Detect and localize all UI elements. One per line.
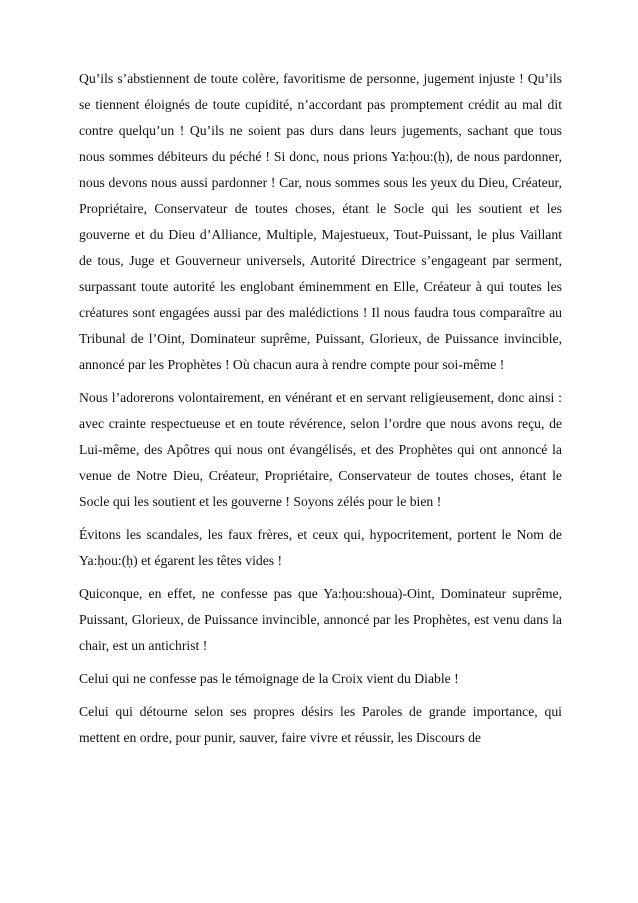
paragraph-4: Quiconque, en effet, ne confesse pas que Ya:ḥou:shoua)-Oint, Dominateur suprême, Puissant, Glorieux, de Puissance invincible, annoncé par les Prophètes, est venu dans la chair, est un antichrist !: [79, 586, 562, 653]
paragraph-1: Qu’ils s’abstiennent de toute colère, favoritisme de personne, jugement injuste ! Qu’ils se tiennent éloignés de toute cupidité, n’accordant pas promptement crédit au mal dit contre quelqu’un ! Qu’ils ne soient pas durs dans leurs jugements, sachant que tous nous sommes débiteurs du péché ! Si donc, nous prions Ya:ḥou:(ḥ), de nous pardonner, nous devons nous aussi pardonner ! Car, nous sommes sous les yeux du Dieu, Créateur, Propriétaire, Conservateur de toutes choses, étant le Socle qui les soutient et les gouverne et du Dieu d’Alliance, Multiple, Majestueux, Tout-Puissant, le plus Vaillant de tous, Juge et Gouverneur universels, Autorité Directrice s’engageant par serment, surpassant toute autorité les englobant éminemment en Elle, Créateur à qui toutes les créatures sont engagées aussi par des malédictions ! Il nous faudra tous comparaître au Tribunal de l’Oint, Dominateur suprême, Puissant, Glorieux, de Puissance invincible, annoncé par les Prophètes ! Où chacun aura à rendre compte pour soi-même !: [79, 71, 562, 372]
paragraph-6: Celui qui détourne selon ses propres désirs les Paroles de grande importance, qui mettent en ordre, pour punir, sauver, faire vivre et réussir, les Discours de: [79, 704, 562, 745]
paragraph-3: Évitons les scandales, les faux frères, et ceux qui, hypocritement, portent le Nom de Ya:ḥou:(ḥ) et égarent les têtes vides !: [79, 527, 562, 568]
paragraph-2: Nous l’adorerons volontairement, en vénérant et en servant religieusement, donc ainsi : avec crainte respectueuse et en toute révérence, selon l’ordre que nous avons reçu, de Lui-même, des Apôtres qui nous ont évangélisés, et des Prophètes qui ont annoncé la venue de Notre Dieu, Créateur, Propriétaire, Conservateur de toutes choses, étant le Socle qui les soutient et les gouverne ! Soyons zélés pour le bien !: [79, 390, 562, 509]
body-text: [79, 66, 562, 758]
paragraph-5: Celui qui ne confesse pas le témoignage de la Croix vient du Diable !: [79, 671, 459, 686]
